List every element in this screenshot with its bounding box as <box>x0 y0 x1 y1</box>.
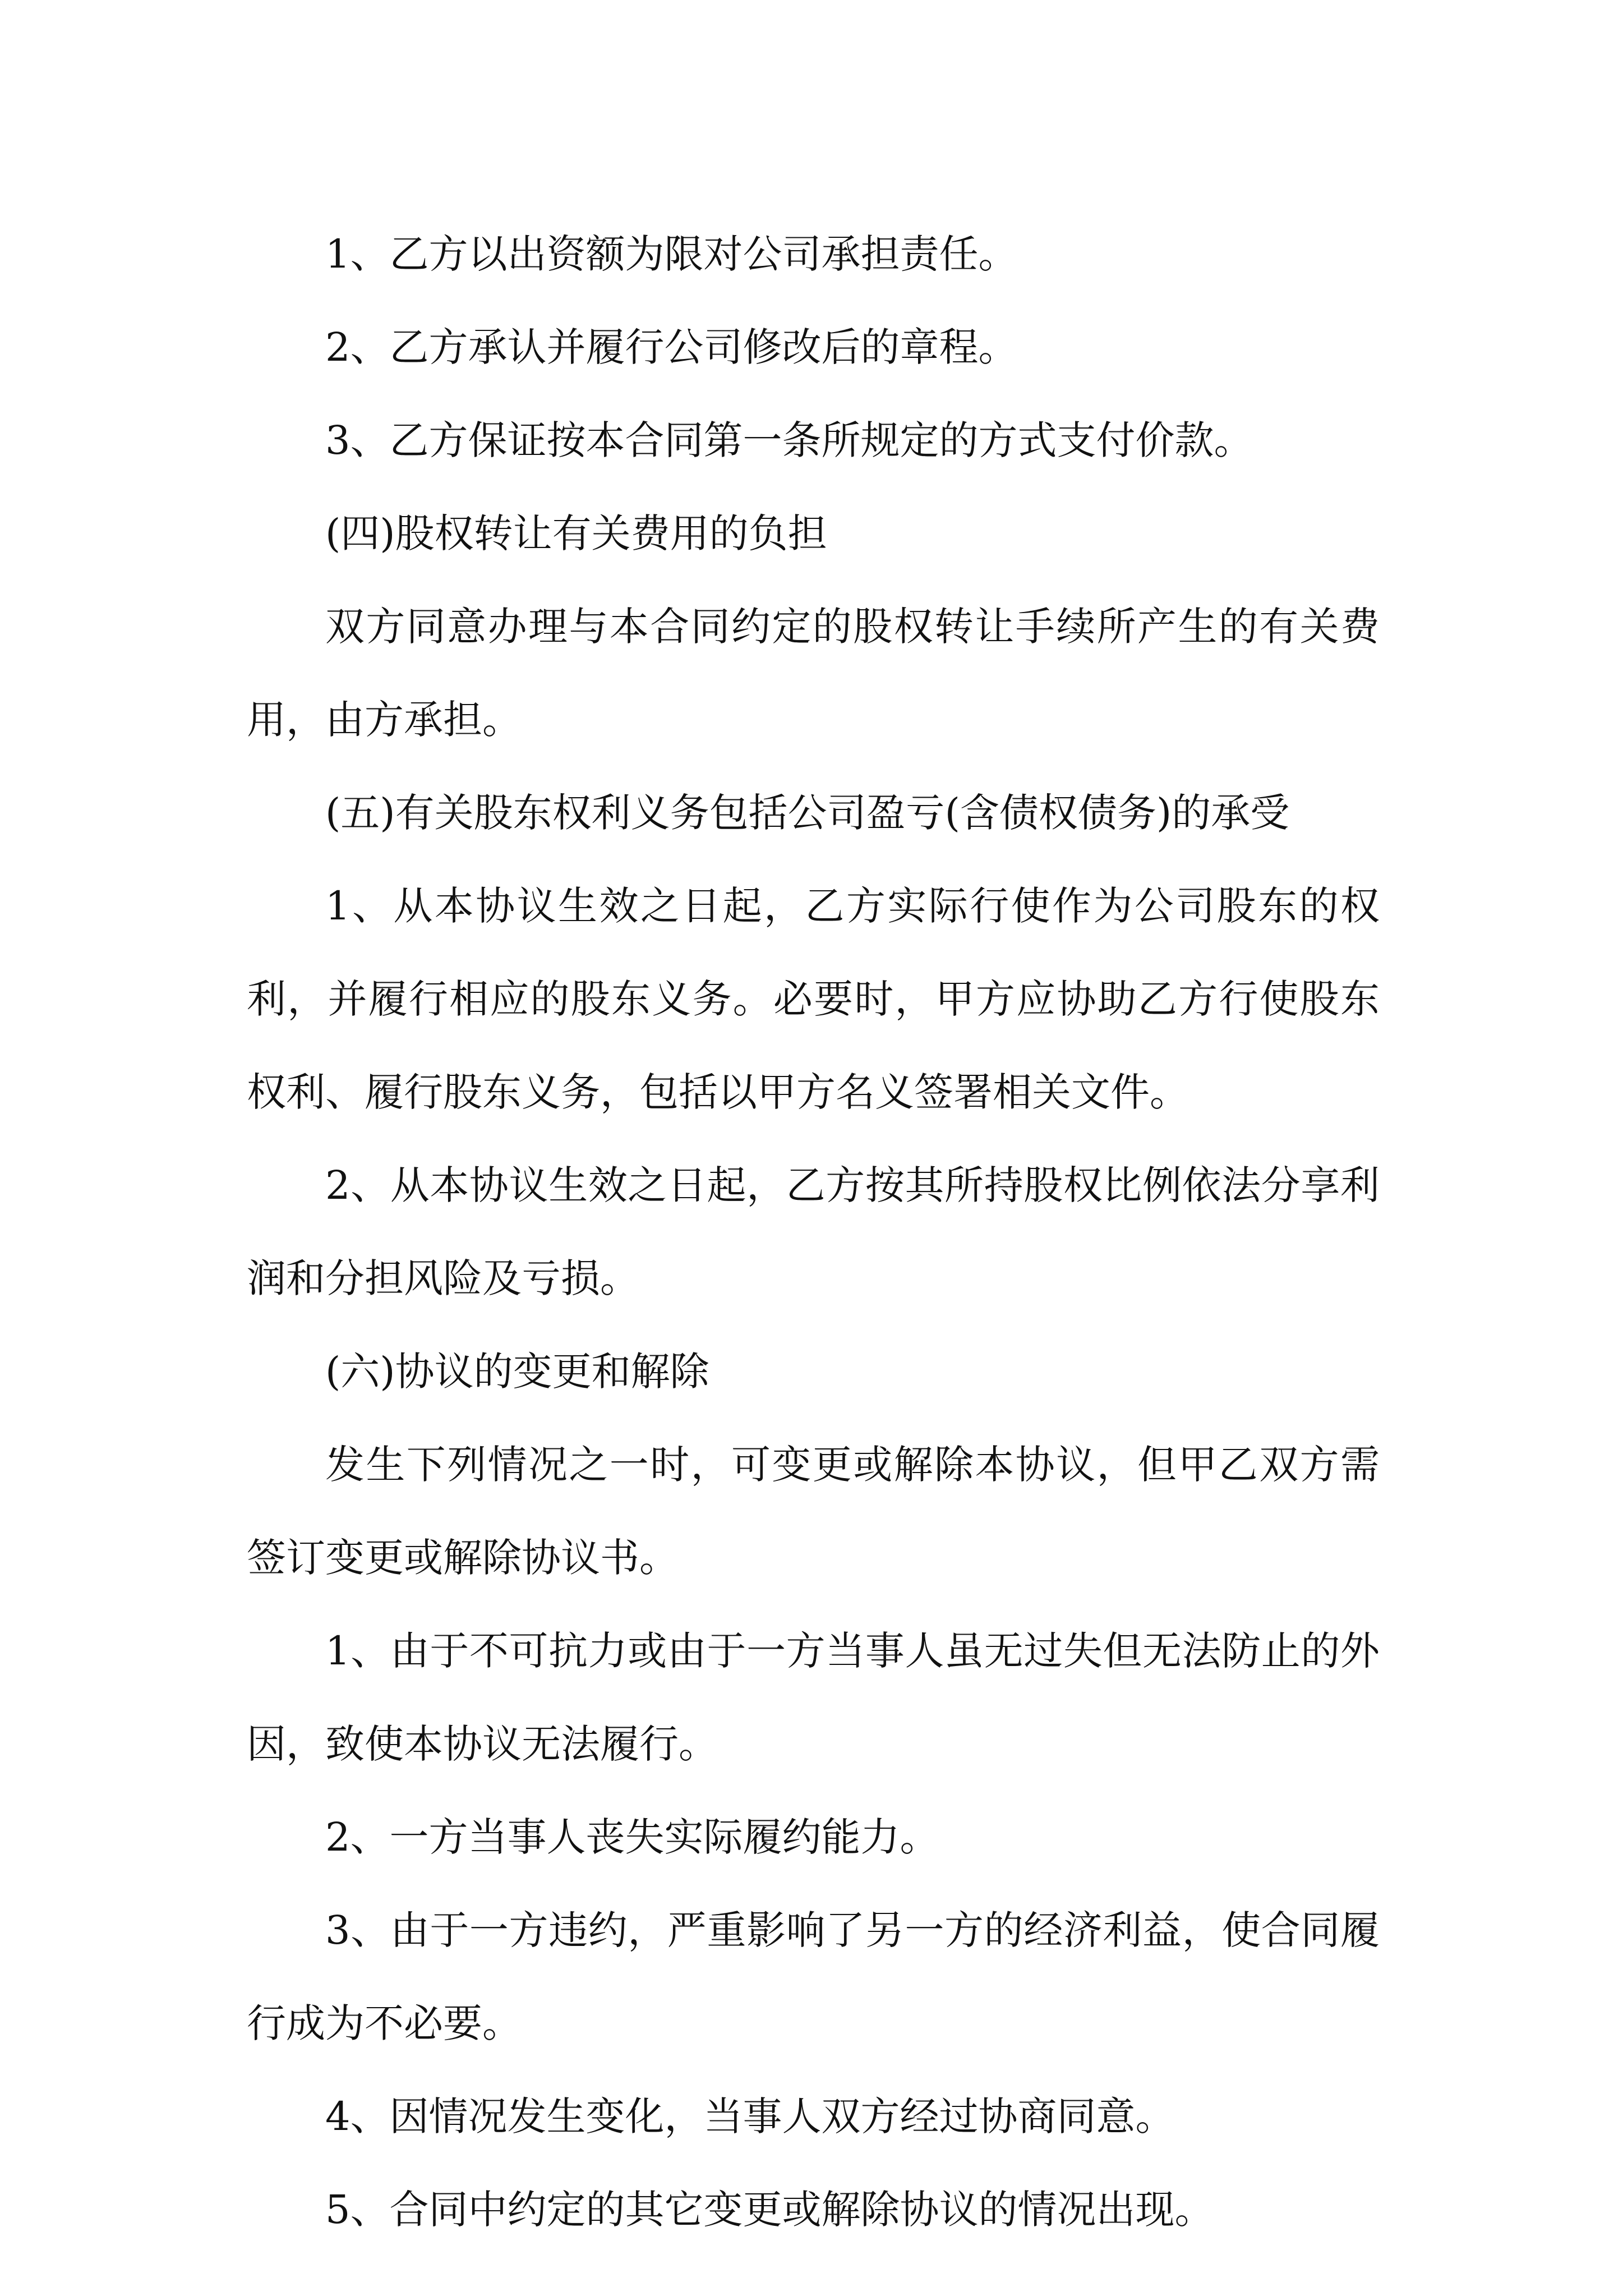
section-heading: (五)有关股东权利义务包括公司盈亏(含债权债务)的承受 <box>325 790 1290 836</box>
paragraph: 双方同意办理与本合同约定的股权转让手续所产生的有关费用，由方承担。 <box>247 604 1380 743</box>
paragraph: 3、乙方保证按本合同第一条所规定的方式支付价款。 <box>325 417 1253 463</box>
paragraph: 3、由于一方违约，严重影响了另一方的经济利益，使合同履行成为不必要。 <box>247 1907 1380 2046</box>
paragraph: 4、因情况发生变化，当事人双方经过协商同意。 <box>325 2093 1175 2139</box>
paragraph: 5、合同中约定的其它变更或解除协议的情况出现。 <box>325 2187 1214 2233</box>
paragraph: 1、乙方以出资额为限对公司承担责任。 <box>325 231 1018 277</box>
paragraph: 2、从本协议生效之日起，乙方按其所持股权比例依法分享利润和分担风险及亏损。 <box>247 1162 1380 1301</box>
paragraph: 2、乙方承认并履行公司修改后的章程。 <box>325 324 1018 370</box>
paragraph: 2、一方当事人丧失实际履约能力。 <box>325 1814 939 1860</box>
section-heading: (四)股权转让有关费用的负担 <box>325 510 827 556</box>
paragraph: 1、从本协议生效之日起，乙方实际行使作为公司股东的权利，并履行相应的股东义务。必要时，甲方应协助乙方行使股东权利、履行股东义务，包括以甲方名义签署相关文件。 <box>247 883 1380 1115</box>
document-body <box>247 208 1380 2256</box>
paragraph: 发生下列情况之一时，可变更或解除本协议，但甲乙双方需签订变更或解除协议书。 <box>247 1442 1380 1581</box>
paragraph: 1、由于不可抗力或由于一方当事人虽无过失但无法防止的外因，致使本协议无法履行。 <box>247 1628 1380 1767</box>
section-heading: (六)协议的变更和解除 <box>325 1349 709 1395</box>
